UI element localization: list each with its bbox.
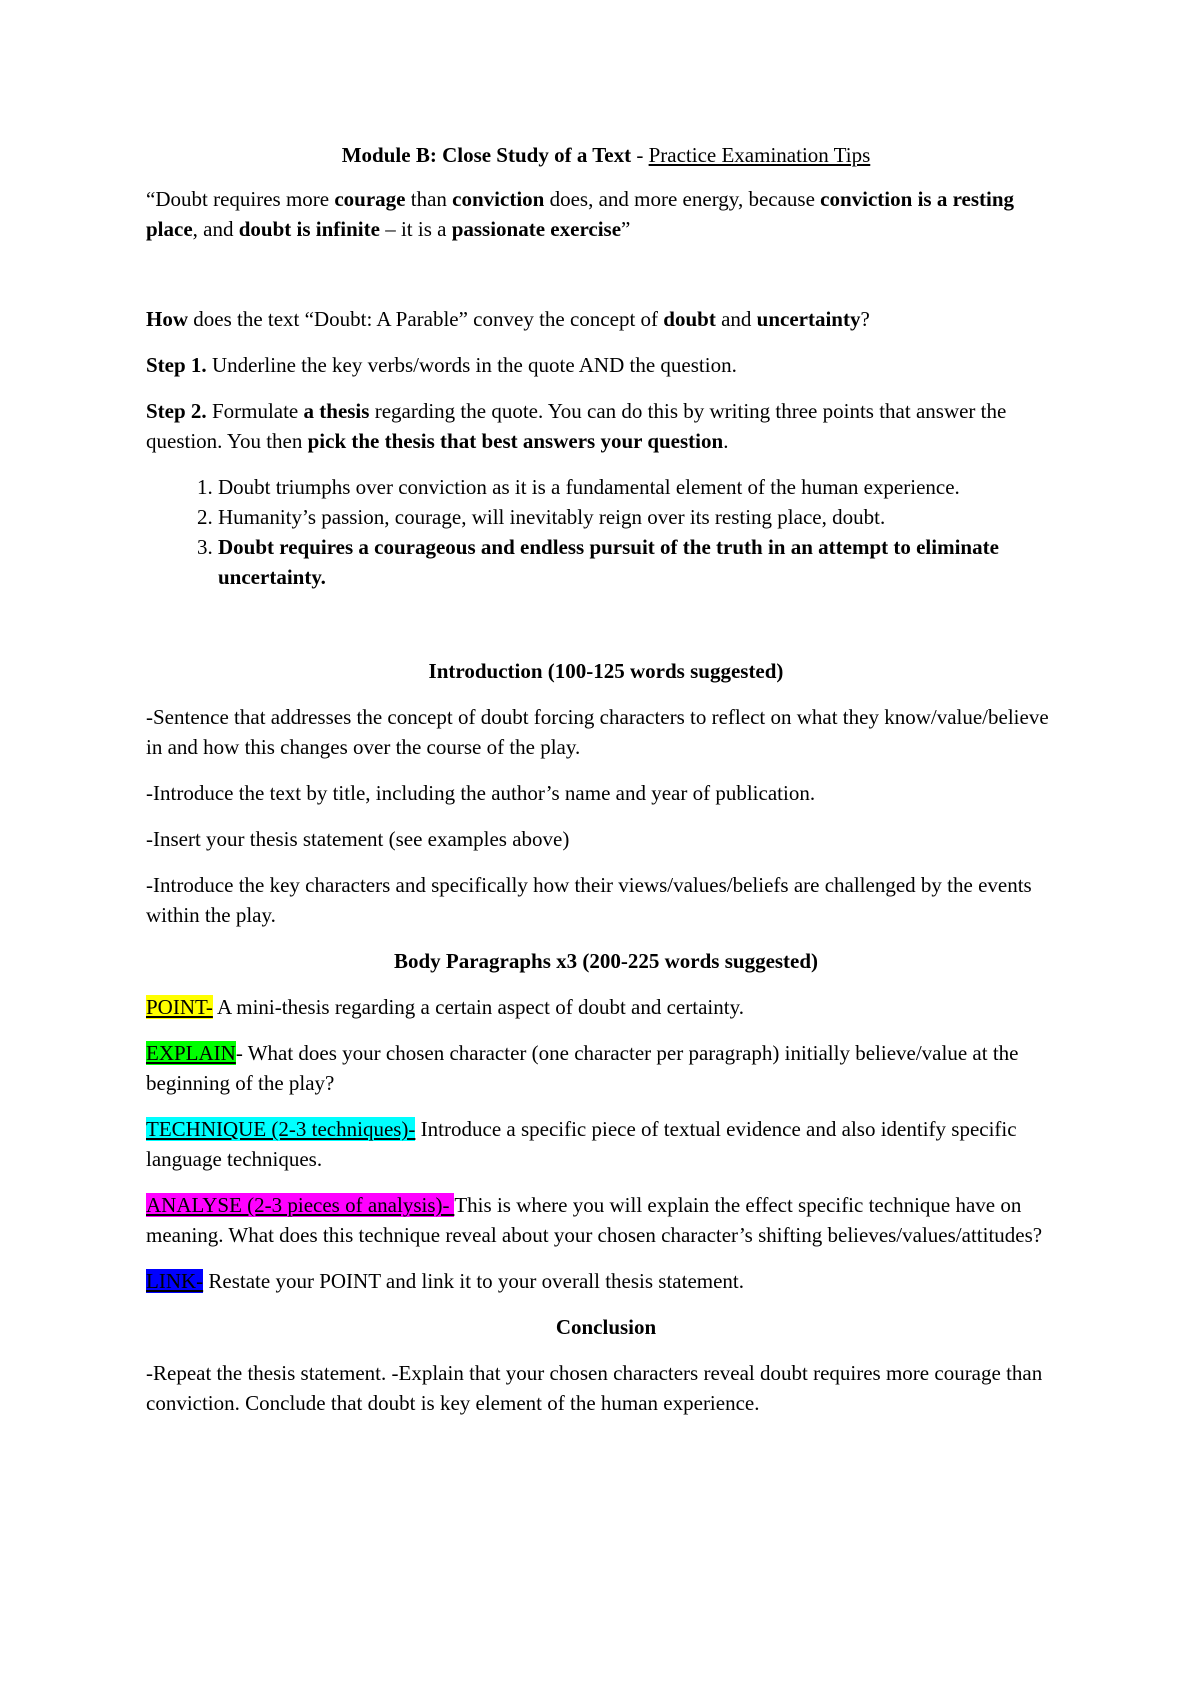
body-explain bbox=[146, 1038, 1066, 1098]
quote-bold: doubt is infinite bbox=[238, 217, 380, 241]
thesis-list-wrapper bbox=[146, 472, 1066, 592]
technique-text: Introduce a specific piece of textual evidence and also identify specific language techniques. bbox=[146, 1117, 1017, 1171]
quote-bold: passionate exercise bbox=[451, 217, 622, 241]
explain-text: - What does your chosen character (one character per paragraph) initially believe/value at the beginning of the play? bbox=[146, 1041, 1019, 1095]
conclusion-heading bbox=[146, 1312, 1066, 1342]
intro-item: -Sentence that addresses the concept of doubt forcing characters to reflect on what they know/value/believe in and how this changes over the course of the play. bbox=[146, 705, 1049, 759]
step-2-text: . bbox=[723, 429, 729, 453]
quote-text: than bbox=[405, 187, 453, 211]
step-2-bold: pick the thesis that best answers your question bbox=[307, 429, 724, 453]
analyse-text: This is where you will explain the effect specific technique have on meaning. What does this technique reveal about your chosen character’s shifting believes/values/attitudes? bbox=[146, 1193, 1043, 1247]
question-text: does the text “Doubt: A Parable” convey the concept of bbox=[188, 307, 664, 331]
quote-bold: conviction bbox=[452, 187, 545, 211]
intro-item: -Introduce the key characters and specifically how their views/values/beliefs are challenged by the events within the play. bbox=[146, 873, 1032, 927]
title-subtitle: Practice Examination Tips bbox=[648, 143, 871, 167]
quote-text: does, and more energy, because bbox=[544, 187, 821, 211]
quote-text: – it is a bbox=[379, 217, 452, 241]
technique-label: TECHNIQUE (2-3 techniques)- bbox=[146, 1117, 416, 1141]
link-label: LINK- bbox=[146, 1269, 204, 1293]
quote-bold: courage bbox=[334, 187, 406, 211]
question-bold: doubt bbox=[663, 307, 716, 331]
explain-label: EXPLAIN bbox=[146, 1041, 236, 1065]
thesis-list bbox=[146, 472, 1066, 592]
question-bold: How bbox=[146, 307, 188, 331]
quote-paragraph bbox=[146, 184, 1066, 244]
step-2-text: Formulate bbox=[206, 399, 304, 423]
quote-text: ” bbox=[621, 217, 631, 241]
step-2-text: regarding the quote. You can do this by writing three points that answer the question. You then bbox=[146, 399, 1007, 453]
step-2-bold: a thesis bbox=[303, 399, 370, 423]
intro-heading bbox=[146, 656, 1066, 686]
body-analyse bbox=[146, 1190, 1066, 1250]
thesis-item-text: Doubt requires a courageous and endless pursuit of the truth in an attempt to eliminate uncertainty. bbox=[218, 535, 999, 589]
document-page bbox=[146, 140, 1066, 1434]
question-bold: uncertainty bbox=[756, 307, 861, 331]
quote-text: , and bbox=[192, 217, 239, 241]
step-1-text: Underline the key verbs/words in the quote AND the question. bbox=[206, 353, 737, 377]
intro-heading-text: Introduction (100-125 words suggested) bbox=[428, 659, 784, 683]
intro-item: -Introduce the text by title, including the author’s name and year of publication. bbox=[146, 781, 816, 805]
conclusion-heading-text: Conclusion bbox=[555, 1315, 657, 1339]
point-text: A mini-thesis regarding a certain aspect of doubt and certainty. bbox=[212, 995, 744, 1019]
link-text: Restate your POINT and link it to your overall thesis statement. bbox=[203, 1269, 745, 1293]
question-text: ? bbox=[860, 307, 870, 331]
quote-bold: conviction is a resting place bbox=[146, 187, 1015, 241]
body-point bbox=[146, 992, 1066, 1022]
title-dash: - bbox=[631, 143, 649, 167]
question-text: and bbox=[715, 307, 757, 331]
analyse-label: ANALYSE (2-3 pieces of analysis)- bbox=[146, 1193, 455, 1217]
thesis-item-selected bbox=[218, 532, 1066, 592]
point-label: POINT- bbox=[146, 995, 213, 1019]
essay-question bbox=[146, 304, 1066, 334]
thesis-item: 1. Doubt triumphs over conviction as it is a fundamental element of the human experience. bbox=[218, 472, 1066, 502]
body-heading bbox=[146, 946, 1066, 976]
step-1-label: Step 1. bbox=[146, 353, 207, 377]
step-2-label: Step 2. bbox=[146, 399, 207, 423]
thesis-item: 2. Humanity’s passion, courage, will inevitably reign over its resting place, doubt. bbox=[218, 502, 1066, 532]
conclusion-text: -Repeat the thesis statement. -Explain that your chosen characters reveal doubt requires more courage than conviction. Conclude that doubt is key element of the human experience. bbox=[146, 1361, 1043, 1415]
intro-item: -Insert your thesis statement (see examples above) bbox=[146, 827, 570, 851]
document-title bbox=[146, 140, 1066, 170]
body-technique bbox=[146, 1114, 1066, 1174]
title-main: Module B: Close Study of a Text bbox=[341, 143, 632, 167]
step-1 bbox=[146, 350, 1066, 380]
body-link bbox=[146, 1266, 1066, 1296]
body-heading-text: Body Paragraphs x3 (200-225 words suggested) bbox=[393, 949, 819, 973]
quote-text: “Doubt requires more bbox=[146, 187, 335, 211]
step-2 bbox=[146, 396, 1066, 456]
